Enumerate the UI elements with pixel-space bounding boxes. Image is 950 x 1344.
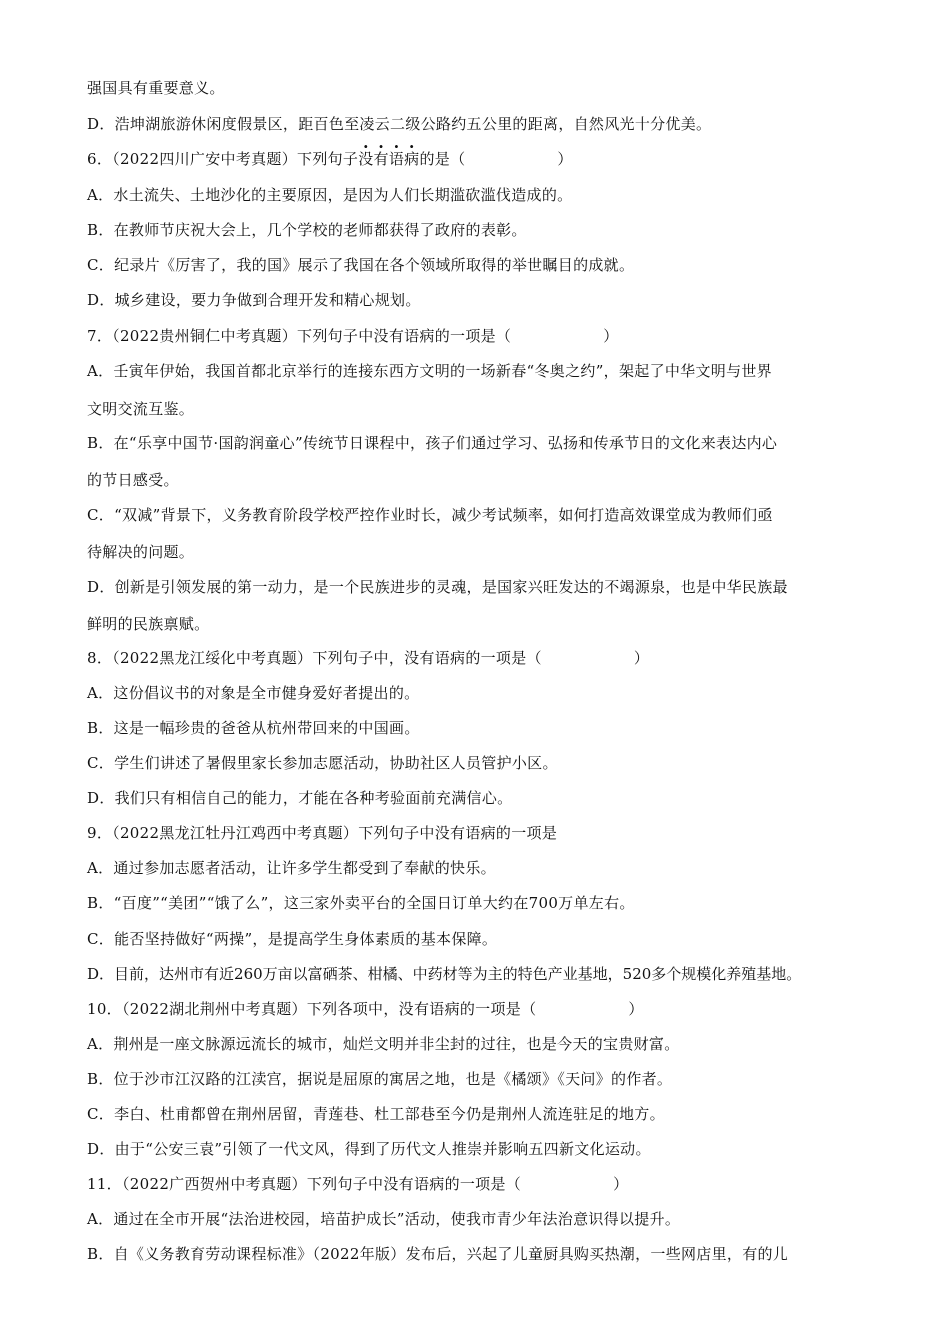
option-a-q7-cont: 文明交流互鉴。	[87, 400, 195, 418]
option-a-q7: A．壬寅年伊始，我国首都北京举行的连接东西方文明的一场新春“冬奥之约”，架起了中华文明与世界	[87, 362, 772, 380]
option-b-q8: B．这是一幅珍贵的爸爸从杭州带回来的中国画。	[87, 719, 420, 737]
option-a-q9: A．通过参加志愿者活动，让许多学生都受到了奉献的快乐。	[87, 859, 496, 877]
option-b-q7-cont: 的节日感受。	[87, 471, 179, 489]
option-d-q7: D．创新是引领发展的第一动力，是一个民族进步的灵魂，是国家兴旺发达的不竭源泉，也是中华民族最	[87, 578, 788, 596]
option-d-q8: D．我们只有相信自己的能力，才能在各种考验面前充满信心。	[87, 789, 513, 807]
option-b-q9: B．“百度”“美团”“饿了么”，这三家外卖平台的全国日订单大约在700万单左右。	[87, 894, 635, 912]
option-d-q7-cont: 鲜明的民族禀赋。	[87, 615, 210, 633]
option-b-q7: B．在“乐享中国节·国韵润童心”传统节日课程中，孩子们通过学习、弘扬和传承节日的文化来表达内心	[87, 434, 778, 452]
question-10: 10．（2022湖北荆州中考真题）下列各项中，没有语病的一项是（ ）	[87, 1000, 644, 1018]
option-c-q7: C．“双减”背景下，义务教育阶段学校严控作业时长，减少考试频率，如何打造高效课堂成为教师们亟	[87, 506, 773, 524]
option-d-q9: D．目前，达州市有近260万亩以富硒茶、柑橘、中药材等为主的特色产业基地，520多个规模化养殖基地。	[87, 965, 802, 983]
text-line: 强国具有重要意义。	[87, 79, 225, 97]
emphasis-char: 没	[358, 150, 374, 168]
question-7: 7．（2022贵州铜仁中考真题）下列句子中没有语病的一项是（ ）	[87, 327, 619, 345]
emphasis-char: 有	[373, 150, 389, 168]
option-a-q11: A．通过在全市开展“法治进校园，培苗护成长”活动，使我市青少年法治意识得以提升。	[87, 1210, 681, 1228]
option-c-q8: C．学生们讲述了暑假里家长参加志愿活动，协助社区人员管护小区。	[87, 754, 558, 772]
option-d-q6: D．城乡建设，要力争做到合理开发和精心规划。	[87, 291, 421, 309]
question-9: 9．（2022黑龙江牡丹江鸡西中考真题）下列句子中没有语病的一项是	[87, 824, 558, 842]
emphasis-char: 病	[404, 150, 420, 168]
option-a-q10: A．荆州是一座文脉源远流长的城市，灿烂文明并非尘封的过往，也是今天的宝贵财富。	[87, 1035, 680, 1053]
option-a-q6: A．水土流失、土地沙化的主要原因，是因为人们长期滥砍滥伐造成的。	[87, 186, 573, 204]
option-c-q7-cont: 待解决的问题。	[87, 543, 195, 561]
option-c-q9: C．能否坚持做好“两操”，是提高学生身体素质的基本保障。	[87, 930, 498, 948]
option-d-q10: D．由于“公安三袁”引领了一代文风，得到了历代文人推崇并影响五四新文化运动。	[87, 1140, 651, 1158]
option-b-q10: B．位于沙市江汉路的江渎宫，据说是屈原的寓居之地，也是《橘颂》《天问》的作者。	[87, 1070, 673, 1088]
option-a-q8: A．这份倡议书的对象是全市健身爱好者提出的。	[87, 684, 420, 702]
option-d-q5: D．浩坤湖旅游休闲度假景区，距百色至凌云二级公路约五公里的距离，自然风光十分优美。	[87, 115, 712, 133]
option-b-q6: B．在教师节庆祝大会上，几个学校的老师都获得了政府的表彰。	[87, 221, 527, 239]
option-c-q10: C．李白、杜甫都曾在荆州居留，青莲巷、杜工部巷至今仍是荆州人流连驻足的地方。	[87, 1105, 665, 1123]
option-b-q11: B．自《义务教育劳动课程标准》（2022年版）发布后，兴起了儿童厨具购买热潮，一些网店里，有的儿	[87, 1245, 789, 1263]
question-8: 8．（2022黑龙江绥化中考真题）下列句子中，没有语病的一项是（ ）	[87, 649, 650, 667]
question-11: 11．（2022广西贺州中考真题）下列句子中没有语病的一项是（ ）	[87, 1175, 629, 1193]
option-c-q6: C．纪录片《厉害了，我的国》展示了我国在各个领域所取得的举世瞩目的成就。	[87, 256, 635, 274]
question-6: 6．（2022四川广安中考真题）下列句子没有语病的是（ ）	[87, 150, 573, 168]
emphasis-char: 语	[388, 150, 405, 168]
